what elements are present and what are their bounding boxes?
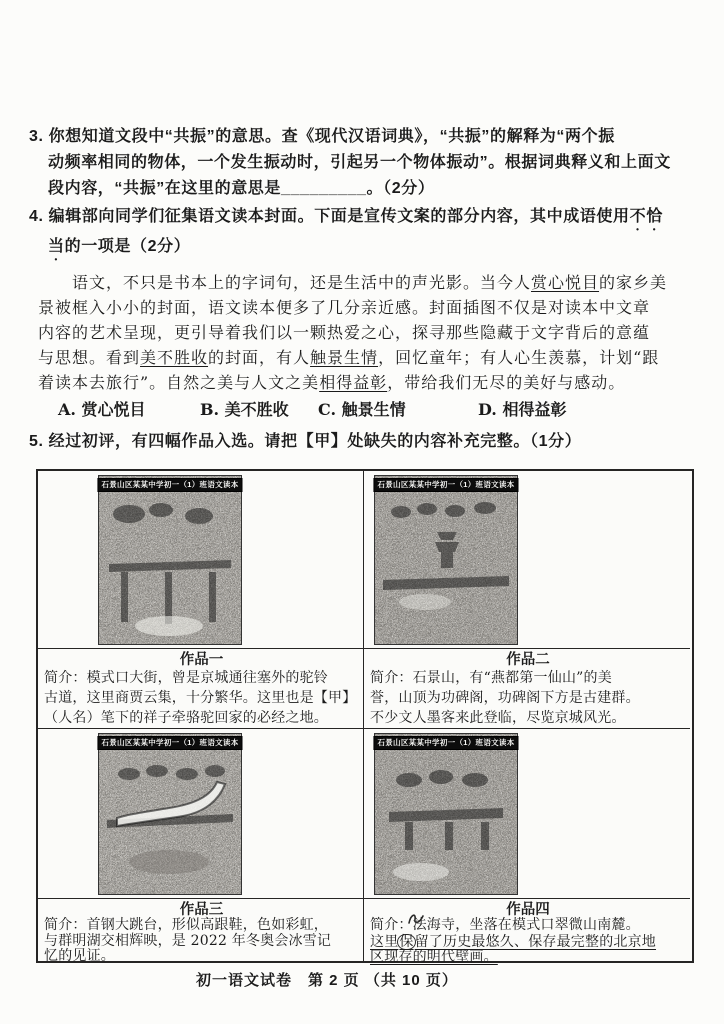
artwork-3-caption bbox=[38, 899, 364, 964]
question-4: 4. 编辑部向同学们征集语文读本封面。下面是宣传文案的部分内容，其中成语使用不恰 当的一项是（2分） bbox=[29, 208, 663, 255]
artwork-2-description: 简介：石景山，有“燕都第一仙山”的美 誉，山顶为功碑阁，功碑阁下方是古建群。 不少文人墨客来此登临，尽览京城风光。 bbox=[370, 670, 640, 726]
artwork-1-caption bbox=[38, 649, 364, 729]
artwork-3-image-cell bbox=[38, 729, 364, 899]
question-4-passage: 语文，不只是书本上的字词句，还是生活中的声光影。当今人赏心悦目的家乡美 景被框入小小的封面，语文读本便多了几分亲近感。封面插图不仅是对读本中文章 内容的艺术呈现，更引导着我们以一颗热爱之心，探寻那些隐藏于文字背后的意蕴 与思想。看到美不胜收的封面，有人触景生情，回忆童年；有人心生羡慕，计划“跟 着读本去旅行”。自然之美与人文之美相得益彰，带给我们无尽的美好与感动。 bbox=[38, 273, 668, 392]
option-a: A. 赏心悦目 bbox=[58, 400, 146, 419]
artwork-3-banner: 石景山区某某中学初一（1）班语文读本 bbox=[97, 736, 242, 750]
artwork-3-description: 简介：首钢大跳台，形似高跟鞋，色如彩虹， 与群明湖交相辉映，是 2022 年冬奥会冰雪记 忆的见证。 bbox=[44, 917, 332, 964]
artwork-4-title: 作品四 bbox=[506, 901, 550, 918]
artwork-1-image bbox=[98, 475, 242, 645]
artwork-2-caption bbox=[364, 649, 690, 729]
artwork-2-texture bbox=[375, 476, 517, 644]
artwork-3-image bbox=[98, 733, 242, 895]
artwork-3-title: 作品三 bbox=[179, 901, 224, 918]
artwork-1-banner: 石景山区某某中学初一（1）班语文读本 bbox=[97, 478, 242, 492]
question-3: 3. 你想知道文段中“共振”的意思。查《现代汉语词典》，“共振”的解释为“两个振 动频率相同的物体，一个发生振动时，引起另一个物体振动”。根据词典释义和上面文 段内容，“共振”在这里的意思是_________。（2分） bbox=[29, 128, 671, 197]
option-d: D. 相得益彰 bbox=[478, 400, 567, 419]
artwork-2-banner: 石景山区某某中学初一（1）班语文读本 bbox=[373, 478, 518, 492]
question-4-options bbox=[0, 397, 724, 423]
artwork-2-image-cell bbox=[364, 471, 690, 649]
artworks-table bbox=[36, 469, 694, 966]
artwork-4-description: 简介：法海寺，坐落在模式口翠微山南麓。 这里保留了历史最悠久、保存最完整的北京地 区现存的明代壁画。 bbox=[370, 917, 657, 966]
option-c: C. 触景生情 bbox=[318, 400, 406, 419]
artwork-4-image bbox=[374, 733, 518, 895]
artwork-2-title: 作品二 bbox=[506, 651, 550, 668]
option-b: B. 美不胜收 bbox=[200, 400, 289, 419]
artwork-4-image-cell bbox=[364, 729, 690, 899]
question-5: 5. 经过初评，有四幅作品入选。请把【甲】处缺失的内容补充完整。（1分） bbox=[29, 433, 582, 450]
artwork-3-texture bbox=[99, 734, 241, 894]
artwork-1-texture bbox=[99, 476, 241, 644]
artwork-4-caption bbox=[364, 899, 690, 966]
artwork-2-image bbox=[374, 475, 518, 645]
artwork-4-banner: 石景山区某某中学初一（1）班语文读本 bbox=[373, 736, 518, 750]
page-footer: 初一语文试卷 第 2 页 （共 10 页） bbox=[196, 972, 458, 989]
artwork-1-image-cell bbox=[38, 471, 364, 649]
artwork-4-texture bbox=[375, 734, 517, 894]
artwork-1-title: 作品一 bbox=[179, 651, 224, 668]
artwork-1-description: 简介：模式口大街，曾是京城通往塞外的驼铃 古道，这里商贾云集，十分繁华。这里也是【甲】 （人名）笔下的祥子牵骆驼回家的必经之地。 bbox=[44, 670, 357, 726]
